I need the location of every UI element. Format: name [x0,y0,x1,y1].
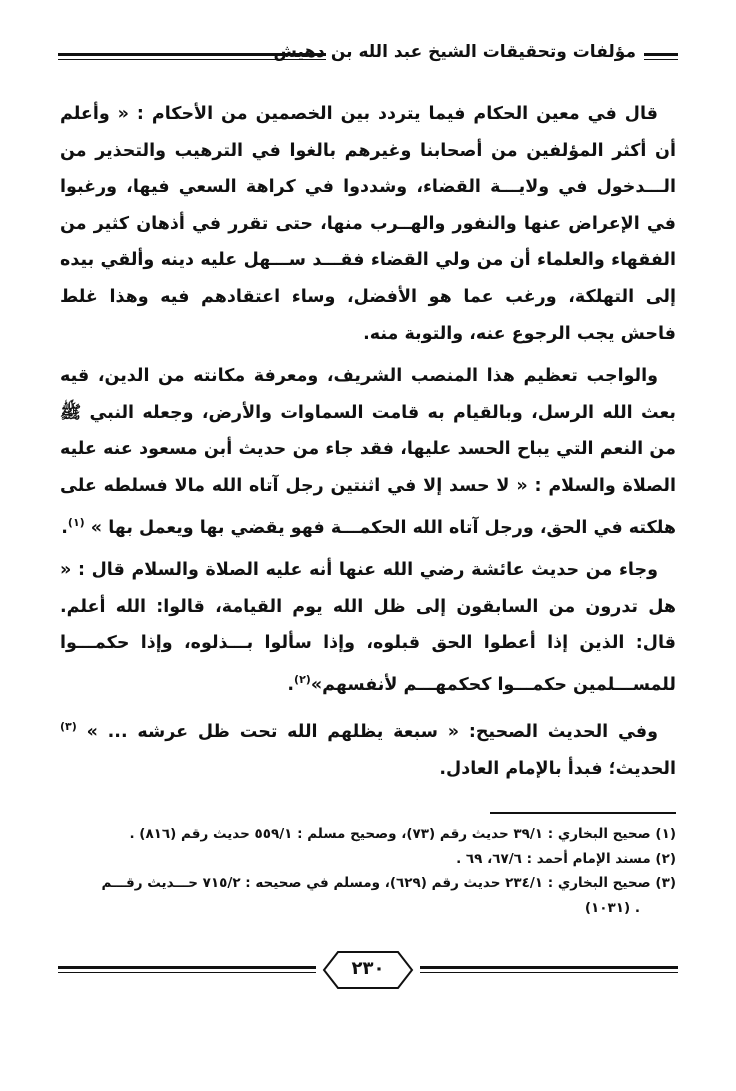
paragraph-1: قال في معين الحكام فيما يتردد بين الخصمين من الأحكام : « وأعلم أن أكثر المؤلفين من أصحابنا وغيرهم بالغوا في الترهيب والتحذير من الـــدخول في ولايـــة القضاء، وشددوا في كراهة السعي فيها، ورغبوا في الإعراض عنها والنفور والهــرب منها، حتى تقرر في أذهان كثير من الفقهاء والعلماء أن من ولي القضاء فقـــد ســـهل عليه دينه وألقي بيده إلى التهلكة، ورغب عما هو الأفضل، وساء اعتقادهم فيه وهذا غلط فاحش يجب الرجوع عنه، والتوبة منه. [60,104,676,344]
footnote-1: (١) صحيح البخاري : ٣٩/١ حديث رقم (٧٣)، وصحيح مسلم : ٥٥٩/١ حديث رقم (٨١٦) . [129,826,676,842]
paragraph-3 [60,552,676,703]
paragraph-2-text: والواجب تعظيم هذا المنصب الشريف، ومعرفة مكانته من الدين، قيه بعث الله الرسل، وبالقيام به قامت السماوات والأرض، وجعله النبي ﷺ من النعم التي يباح الحسد عليها، فقد جاء من حديث أبن مسعود عنه عليه الصلاة والسلام : « لا حسد إلا في اثنتين رجل آتاه الله مالا فسلطه على هلكته في الحق، ورجل آتاه الله الحكمـــة فهو يقضي بها ويعمل بها » [60,366,676,538]
page-number-badge [320,950,416,990]
paragraph-4 [60,709,676,787]
page-number: ٢٣٠ [351,958,385,979]
footer-rule-left [58,966,316,973]
footnote-ref-1: (١) [67,515,85,529]
page-footer [58,950,678,994]
main-text [60,96,676,787]
footnote-2: (٢) مسند الإمام أحمد : ٦٧/٦، ٦٩ . [456,850,676,867]
running-title: مؤلفات وتحقيقات الشيخ عبد الله بن دهيش [273,42,636,62]
footnote-3: (٣) صحيح البخاري : ٢٣٤/١ حديث رقم (٦٢٩)، ومسلم في صحيحه : ٧١٥/٢ حـــديث رقـــم [101,875,676,891]
footnote-separator [490,812,676,814]
footnote-3-continued: . (١٠٣١) [584,899,640,916]
footer-rule-right [420,966,678,973]
page-header [58,40,678,74]
paragraph-2-end: . [61,517,68,538]
paragraph-3-text: وجاء من حديث عائشة رضي الله عنها أنه عليه الصلاة والسلام قال : « هل تدرون من السابقون إلى ظل الله يوم القيامة، قالوا: الله أعلم. قال: الذين إذا أعطوا الحق قبلوه، وإذا سألوا بـــذلوه، وإذا حكمـــوا للمســـلمين حكمـــوا كحكمهـــم لأنفسهم» [60,559,676,695]
paragraph-2 [60,358,676,546]
paragraph-3-end: . [287,674,295,695]
paragraph-4-text: وفي الحديث الصحيح: « سبعة يظلهم الله تحت ظل عرشه ... » [86,721,658,742]
header-rule-right [644,53,678,60]
paragraph-4-end: الحديث؛ فبدأ بالإمام العادل. [439,758,676,779]
footnote-ref-3: (٣) [60,720,77,734]
footnotes [60,822,676,920]
footnote-ref-2: (٢) [294,672,311,686]
